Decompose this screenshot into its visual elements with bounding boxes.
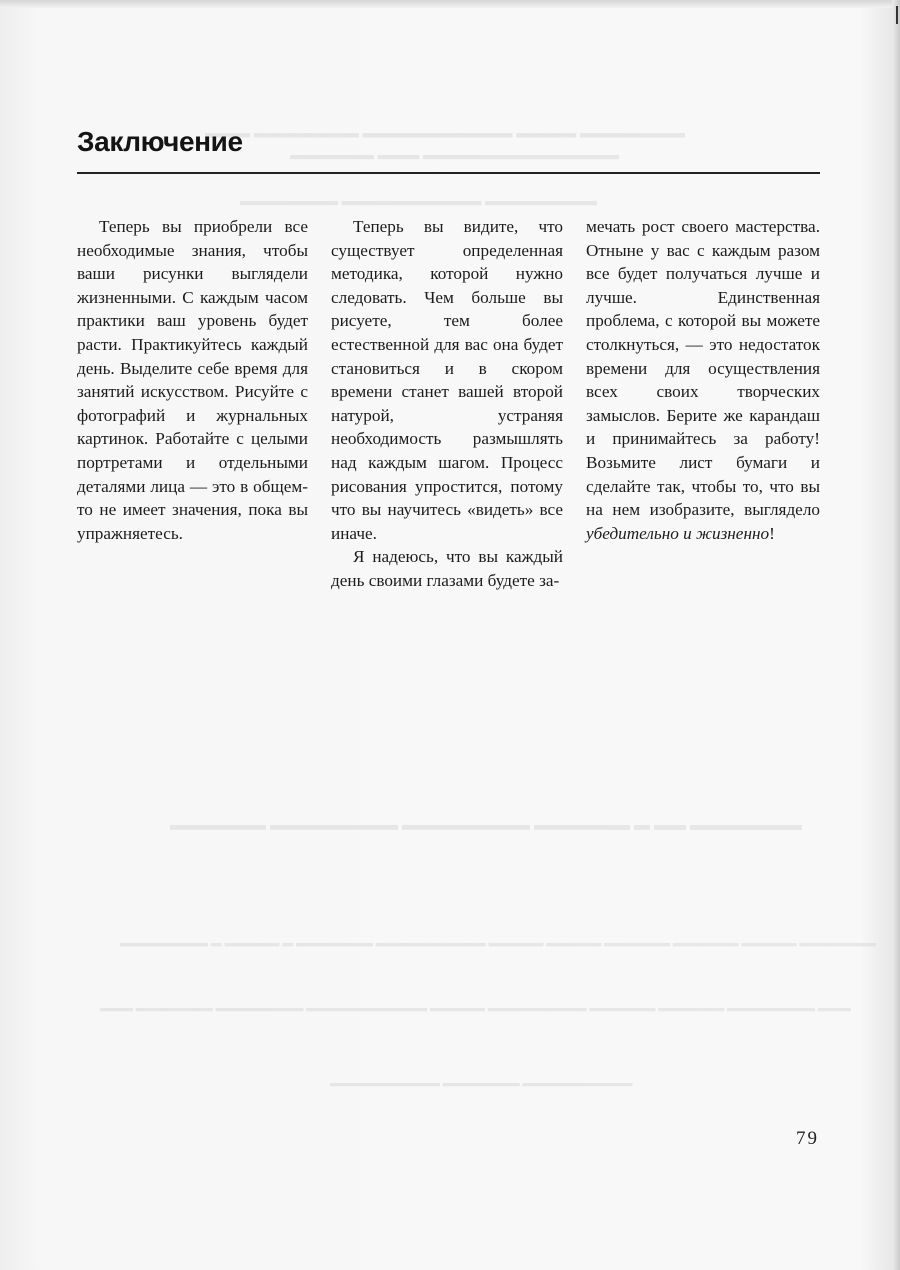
page-top-edge (0, 0, 900, 8)
page-right-edge (892, 0, 900, 1270)
page-title: Заключение (77, 126, 243, 157)
closing-punctuation: ! (769, 523, 775, 543)
bleed-through-text: ▬▬▬▬▬▬ ▬▬▬▬▬▬▬▬ ▬▬▬▬▬▬▬▬ ▬▬▬▬▬▬ ▬ ▬▬ ▬▬▬▬▬▬▬ (170, 821, 802, 838)
continuation-text: мечать рост своего мастерства. Отныне у вас с каждым разом все будет получаться лучше и лучше. Единственная проблема, с которой вы можете столкнуться, — это недостаток времени для осуществления всех своих творческих замыслов. Берите же карандаш и принимайтесь за работу! Возьмите лист бумаги и сделайте так, чтобы то, что вы на нем изобразите, выглядело (586, 217, 820, 520)
bleed-through-text: ▬▬▬▬▬▬▬▬ ▬ ▬▬▬▬▬ ▬ ▬▬▬▬▬▬▬ ▬▬▬▬▬▬▬▬▬▬ ▬▬▬▬▬ ▬▬▬▬▬ ▬▬▬▬▬▬ ▬▬▬▬▬▬ ▬▬▬▬▬ ▬▬▬▬▬▬▬ (120, 940, 877, 952)
text-column-3 (586, 215, 820, 545)
paragraph: Я надеюсь, что вы каждый день своими глазами будете за- (331, 547, 563, 590)
paragraph: Теперь вы видите, что существует определенная методика, которой нужно следовать. Чем больше вы рисуете, тем более естественной для вас она будет становиться и в скором времени станет вашей второй натурой, устраняя необходимость размышлять над каждым шагом. Процесс рисования упростится, потому что вы научитесь «видеть» все иначе. (331, 217, 563, 543)
paragraph: Теперь вы приобрели все необходимые знания, чтобы ваши рисунки выглядели жизненными. С каждым часом практики ваш уровень будет расти. Практикуйтесь каждый день. Выделите себе время для занятий искусством. Рисуйте с фотографий и журнальных картинок. Работайте с целыми портретами и отдельными деталями лица — это в общем-то не имеет значения, пока вы упражняетесь. (77, 217, 308, 543)
scan-edge-mark (896, 6, 898, 24)
title-underline (77, 172, 820, 174)
bleed-through-text: ▬▬▬ ▬▬▬▬▬▬▬ ▬▬▬▬▬▬▬▬ ▬▬▬▬▬▬▬▬▬▬▬ ▬▬▬▬▬ ▬▬▬▬▬▬▬▬▬ ▬▬▬▬▬▬ ▬▬▬▬▬▬ ▬▬▬▬▬▬▬▬ ▬▬▬ (100, 1005, 851, 1017)
emphasized-text: убедительно и жизненно (586, 523, 770, 543)
text-column-2 (331, 215, 563, 593)
bleed-through-text: ▬▬▬▬▬▬▬▬▬▬ ▬▬▬▬▬▬▬ ▬▬▬▬▬▬▬▬▬▬ (330, 1080, 633, 1092)
paragraph-continuation (586, 215, 820, 545)
page-number: 79 (796, 1128, 819, 1149)
bleed-through-text: ▬▬▬▬▬▬ ▬▬▬ ▬▬▬▬▬▬▬▬▬▬▬▬▬▬ (290, 151, 619, 166)
text-column-1 (77, 215, 308, 545)
bleed-through-text: ▬▬▬ ▬▬▬▬▬▬▬ ▬▬▬▬▬▬▬▬▬▬ ▬▬▬▬ ▬▬▬▬▬▬▬ (205, 129, 685, 145)
bleed-through-text: ▬▬▬▬▬▬▬ ▬▬▬▬▬▬▬▬▬▬ ▬▬▬▬▬▬▬▬ (240, 197, 597, 212)
